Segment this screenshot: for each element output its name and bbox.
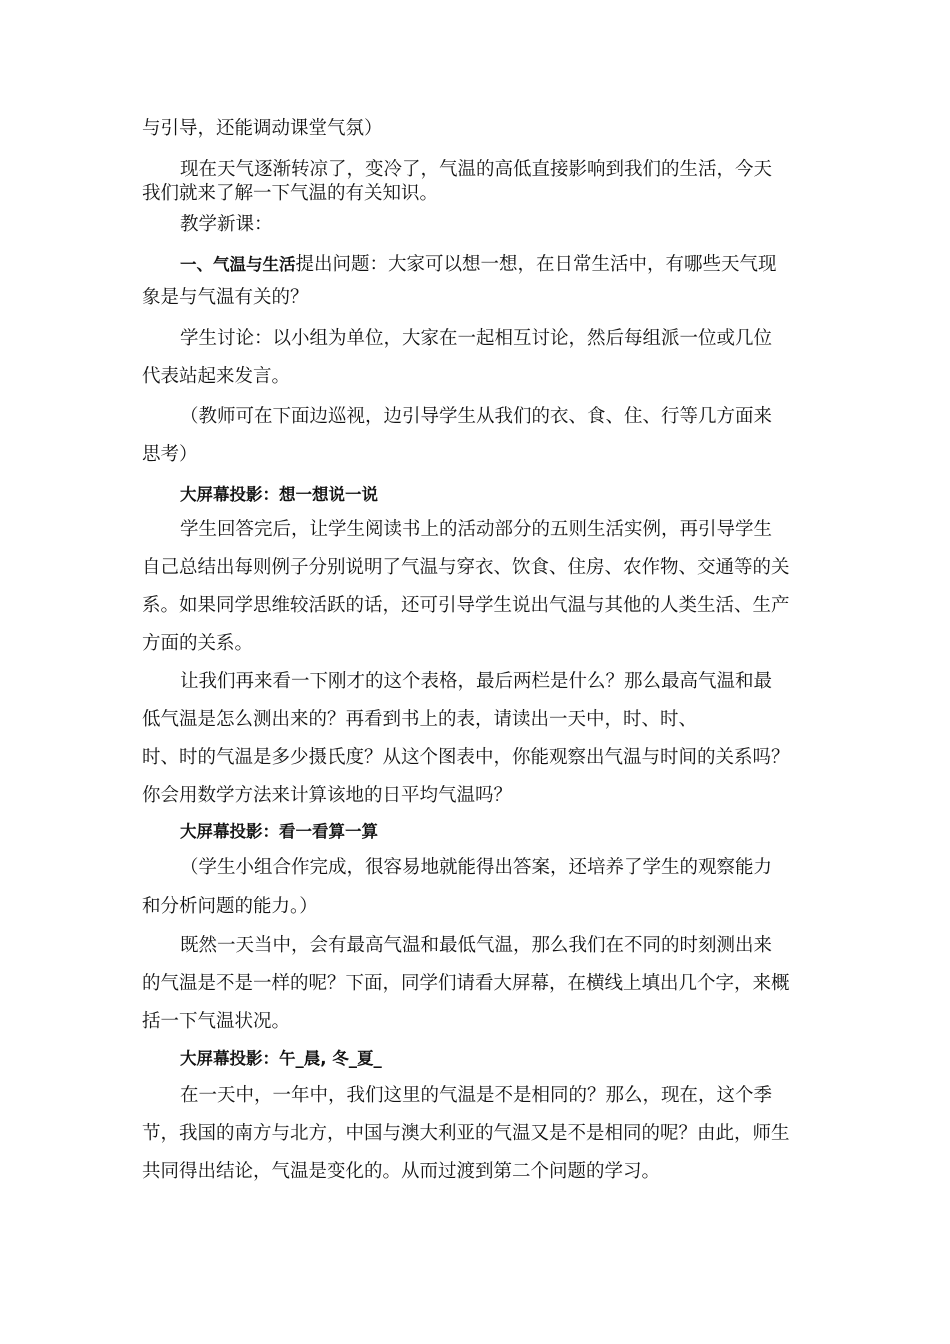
paragraph-line: 括一下气温状况。 [142,1011,291,1032]
projection-heading: 大屏幕投影：看一看算一算 [180,822,378,841]
paragraph-line: 自己总结出每则例子分别说明了气温与穿衣、饮食、住房、农作物、交通等的关 [142,557,790,578]
paragraph-line: 方面的关系。 [142,633,254,654]
paragraph-line: 现在天气逐渐转凉了，变冷了，气温的高低直接影响到我们的生活，今天 [180,159,773,180]
paragraph-line: 在一天中，一年中，我们这里的气温是不是相同的？那么，现在，这个季 [180,1085,773,1106]
paragraph-line: 节，我国的南方与北方，中国与澳大利亚的气温又是不是相同的呢？由此，师生 [142,1123,790,1144]
projection-heading: 大屏幕投影：想一想说一说 [180,485,378,504]
paragraph-line: 既然一天当中，会有最高气温和最低气温，那么我们在不同的时刻测出来 [180,935,773,956]
paragraph-line: 的气温是不是一样的呢？下面，同学们请看大屏幕，在横线上填出几个字，来概 [142,973,790,994]
paragraph-text: 提出问题：大家可以想一想，在日常生活中，有哪些天气现 [295,254,777,275]
paragraph-line: 教学新课： [180,214,273,235]
paragraph-line: 共同得出结论，气温是变化的。从而过渡到第二个问题的学习。 [142,1161,661,1182]
paragraph-line: （教师可在下面边巡视，边引导学生从我们的衣、食、住、行等几方面来 [180,406,773,427]
paragraph-line: 和分析问题的能力。） [142,896,318,917]
section-heading: 一、气温与生活 [180,255,296,274]
paragraph-line: 与引导，还能调动课堂气氛） [142,118,383,139]
paragraph-line: 系。如果同学思维较活跃的话，还可引导学生说出气温与其他的人类生活、生产 [142,595,790,616]
paragraph-line: 让我们再来看一下刚才的这个表格，最后两栏是什么？那么最高气温和最 [180,671,773,692]
paragraph-line: 我们就来了解一下气温的有关知识。 [142,183,439,204]
paragraph-line: 思考） [142,444,198,465]
paragraph-line: （学生小组合作完成，很容易地就能得出答案，还培养了学生的观察能力 [180,857,773,878]
paragraph-line: 低气温是怎么测出来的？再看到书上的表，请读出一天中，时、时、 [142,709,698,730]
paragraph-line: 你会用数学方法来计算该地的日平均气温吗？ [142,785,513,806]
paragraph-line: 学生讨论：以小组为单位，大家在一起相互讨论，然后每组派一位或几位 [180,328,773,349]
paragraph-line: 学生回答完后，让学生阅读书上的活动部分的五则生活实例，再引导学生 [180,519,773,540]
section-heading-line [180,253,860,277]
paragraph-line: 代表站起来发言。 [142,366,291,387]
projection-heading: 大屏幕投影：午_晨, 冬_夏_ [180,1049,382,1068]
paragraph-line: 时、时的气温是多少摄氏度？从这个图表中，你能观察出气温与时间的关系吗？ [142,747,790,768]
paragraph-line: 象是与气温有关的？ [142,287,309,308]
